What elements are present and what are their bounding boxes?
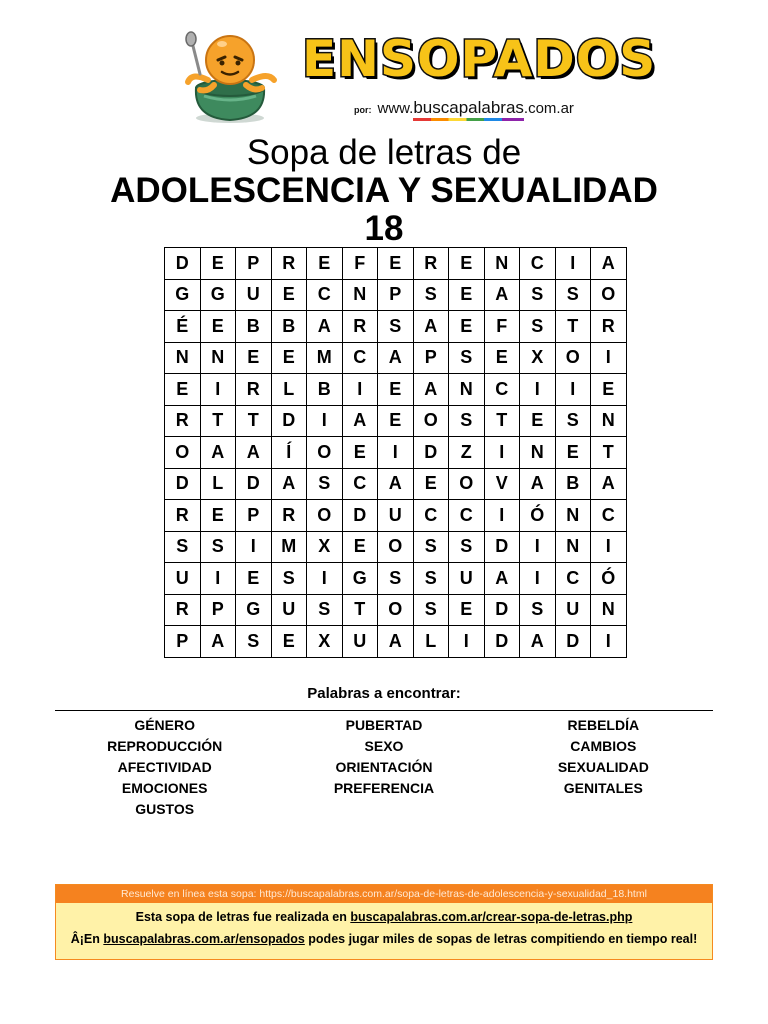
grid-cell[interactable]: R [236,374,272,406]
grid-cell[interactable]: A [200,626,236,658]
grid-cell[interactable]: A [307,311,343,343]
grid-row [165,248,627,280]
grid-cell[interactable]: I [200,374,236,406]
grid-cell[interactable]: I [520,374,556,406]
grid-cell[interactable]: A [520,626,556,658]
grid-cell[interactable]: P [236,500,272,532]
word-item: GENITALES [563,780,643,796]
grid-cell[interactable]: C [413,500,449,532]
grid-cell[interactable]: O [555,342,591,374]
grid-cell[interactable]: E [555,437,591,469]
grid-cell[interactable]: B [307,374,343,406]
footer-box [55,884,713,960]
grid-cell[interactable]: C [555,563,591,595]
grid-cell[interactable]: R [342,311,378,343]
grid-cell[interactable]: S [236,626,272,658]
grid-cell[interactable]: D [165,468,201,500]
grid-cell[interactable]: S [413,279,449,311]
word-item: PUBERTAD [345,717,423,733]
grid-cell[interactable]: C [484,374,520,406]
footer-line-2-suffix: podes jugar miles de sopas de letras compitiendo en tiempo real! [304,932,698,946]
footer-online-link[interactable]: Resuelve en línea esta sopa: https://buscapalabras.com.ar/sopa-de-letras-de-adolescencia-y-sexualidad_18.html [56,885,712,903]
grid-cell[interactable]: L [413,626,449,658]
grid-cell[interactable]: E [484,342,520,374]
page-title [0,134,768,248]
page-header [0,20,768,130]
grid-cell[interactable]: R [165,500,201,532]
grid-cell[interactable]: E [236,563,272,595]
byline-prefix: por: [354,105,372,115]
grid-cell[interactable]: T [236,405,272,437]
grid-cell[interactable]: A [271,468,307,500]
grid-row [165,468,627,500]
grid-cell[interactable]: O [307,437,343,469]
footer-line-1-text: Esta sopa de letras fue realizada en [135,910,351,924]
grid-cell[interactable]: G [200,279,236,311]
grid-cell[interactable]: T [555,311,591,343]
grid-cell[interactable]: R [413,248,449,280]
grid-cell[interactable]: I [520,531,556,563]
grid-cell[interactable]: R [165,594,201,626]
grid-cell[interactable]: U [555,594,591,626]
grid-cell[interactable]: S [449,531,485,563]
grid-cell[interactable]: P [413,342,449,374]
grid-cell[interactable]: I [591,531,627,563]
grid-cell[interactable]: E [165,374,201,406]
grid-cell[interactable]: T [484,405,520,437]
word-item: EMOCIONES [121,780,208,796]
grid-cell[interactable]: E [271,342,307,374]
grid-cell[interactable]: S [449,342,485,374]
grid-row [165,594,627,626]
grid-cell[interactable]: A [413,311,449,343]
grid-cell[interactable]: E [271,626,307,658]
grid-row [165,279,627,311]
grid-cell[interactable]: X [520,342,556,374]
create-puzzle-link[interactable]: buscapalabras.com.ar/crear-sopa-de-letras.php [350,910,633,924]
word-item: REPRODUCCIÓN [107,738,223,754]
grid-cell[interactable]: E [591,374,627,406]
grid-cell[interactable]: N [555,500,591,532]
grid-cell[interactable]: A [378,626,414,658]
grid-cell[interactable]: E [342,437,378,469]
grid-cell[interactable]: S [555,279,591,311]
grid-cell[interactable]: E [449,311,485,343]
grid-cell[interactable]: C [520,248,556,280]
grid-cell[interactable]: E [449,594,485,626]
grid-cell[interactable]: Ó [591,563,627,595]
grid-cell[interactable]: D [165,248,201,280]
grid-cell[interactable]: E [520,405,556,437]
grid-cell[interactable]: S [413,594,449,626]
grid-cell[interactable]: N [165,342,201,374]
grid-cell[interactable]: Z [449,437,485,469]
grid-cell[interactable]: E [200,248,236,280]
grid-cell[interactable]: O [449,468,485,500]
word-item: PREFERENCIA [333,780,435,796]
words-heading: Palabras a encontrar: [307,685,461,702]
grid-row [165,437,627,469]
grid-cell[interactable]: E [413,468,449,500]
grid-cell[interactable]: A [378,342,414,374]
grid-cell[interactable]: S [413,563,449,595]
grid-cell[interactable]: E [307,248,343,280]
grid-cell[interactable]: I [484,437,520,469]
grid-cell[interactable]: X [307,531,343,563]
grid-cell[interactable]: G [236,594,272,626]
word-search-grid [164,247,627,658]
grid-cell[interactable]: R [271,500,307,532]
grid-cell[interactable]: B [555,468,591,500]
grid-cell[interactable]: I [555,374,591,406]
footer-line-1 [56,906,712,928]
grid-row [165,531,627,563]
ensopados-link[interactable]: buscapalabras.com.ar/ensopados [103,932,305,946]
grid-cell[interactable]: E [236,342,272,374]
grid-cell[interactable]: S [378,311,414,343]
grid-cell[interactable]: I [307,563,343,595]
grid-cell[interactable]: O [307,500,343,532]
grid-cell[interactable]: P [165,626,201,658]
grid-row [165,626,627,658]
grid-cell[interactable]: D [236,468,272,500]
grid-cell[interactable]: N [200,342,236,374]
grid-cell[interactable]: R [591,311,627,343]
grid-cell[interactable]: S [520,594,556,626]
grid-cell[interactable]: O [378,594,414,626]
grid-cell[interactable]: C [342,342,378,374]
grid-row [165,405,627,437]
grid-cell[interactable]: A [342,405,378,437]
grid-cell[interactable]: Ó [520,500,556,532]
word-item: CAMBIOS [570,738,637,754]
grid-cell[interactable]: A [413,374,449,406]
grid-cell[interactable]: O [165,437,201,469]
grid-cell[interactable]: I [307,405,343,437]
grid-cell[interactable]: I [591,342,627,374]
grid-cell[interactable]: G [342,563,378,595]
grid-cell[interactable]: I [449,626,485,658]
grid-cell[interactable]: N [520,437,556,469]
grid-cell[interactable]: D [484,531,520,563]
grid-cell[interactable]: O [378,531,414,563]
grid-cell[interactable]: U [342,626,378,658]
site-byline [354,98,574,118]
grid-cell[interactable]: N [591,405,627,437]
grid-cell[interactable]: E [271,279,307,311]
grid-cell[interactable]: L [200,468,236,500]
site-brand: buscapalabras [413,98,524,117]
grid-cell[interactable]: S [307,468,343,500]
grid-cell[interactable]: S [449,405,485,437]
site-logo: ENSOPADOS [302,30,657,88]
grid-cell[interactable]: O [591,279,627,311]
grid-cell[interactable]: S [271,563,307,595]
grid-cell[interactable]: É [165,311,201,343]
grid-cell[interactable]: D [484,626,520,658]
grid-cell[interactable]: R [271,248,307,280]
grid-cell[interactable]: P [236,248,272,280]
grid-cell[interactable]: T [342,594,378,626]
grid-row [165,500,627,532]
word-column-1 [55,715,274,820]
grid-cell[interactable]: N [555,531,591,563]
grid-cell[interactable]: Í [271,437,307,469]
grid-cell[interactable]: E [449,248,485,280]
grid-cell[interactable]: B [271,311,307,343]
grid-row [165,374,627,406]
grid-cell[interactable]: E [378,405,414,437]
grid-cell[interactable]: M [271,531,307,563]
grid-cell[interactable]: S [307,594,343,626]
site-link[interactable] [378,98,574,118]
grid-cell[interactable]: A [484,279,520,311]
word-item: ORIENTACIÓN [335,759,433,775]
grid-cell[interactable]: C [342,468,378,500]
grid-cell[interactable]: N [449,374,485,406]
grid-cell[interactable]: S [378,563,414,595]
word-item: REBELDÍA [567,717,640,733]
grid-cell[interactable]: S [413,531,449,563]
grid-cell[interactable]: I [520,563,556,595]
grid-cell[interactable]: U [449,563,485,595]
grid-cell[interactable]: T [591,437,627,469]
grid-cell[interactable]: E [378,248,414,280]
grid-cell[interactable]: E [342,531,378,563]
grid-cell[interactable]: O [413,405,449,437]
grid-cell[interactable]: X [307,626,343,658]
grid-cell[interactable]: U [378,500,414,532]
grid-cell[interactable]: I [378,437,414,469]
grid-cell[interactable]: M [307,342,343,374]
word-column-2 [274,715,493,820]
grid-cell[interactable]: I [342,374,378,406]
grid-cell[interactable]: C [449,500,485,532]
grid-cell[interactable]: I [555,248,591,280]
grid-cell[interactable]: U [271,594,307,626]
grid-cell[interactable]: B [236,311,272,343]
grid-cell[interactable]: S [165,531,201,563]
grid-cell[interactable]: R [165,405,201,437]
grid-cell[interactable]: L [271,374,307,406]
divider [55,710,713,711]
grid-cell[interactable]: A [200,437,236,469]
grid-cell[interactable]: I [236,531,272,563]
rainbow-underline [413,118,524,121]
grid-cell[interactable]: A [236,437,272,469]
footer-line-2-prefix: Â¡En [70,932,104,946]
grid-cell[interactable]: D [271,405,307,437]
grid-cell[interactable]: D [484,594,520,626]
title-line-3: 18 [364,209,404,248]
grid-cell[interactable]: T [200,405,236,437]
grid-cell[interactable]: E [200,311,236,343]
grid-cell[interactable]: A [378,468,414,500]
grid-cell[interactable]: D [413,437,449,469]
grid-cell[interactable]: P [378,279,414,311]
grid-cell[interactable]: N [342,279,378,311]
grid-cell[interactable]: V [484,468,520,500]
grid-cell[interactable]: A [520,468,556,500]
grid-cell[interactable]: S [520,279,556,311]
word-list [55,715,713,820]
grid-cell[interactable]: A [591,468,627,500]
grid-cell[interactable]: P [200,594,236,626]
footer-line-2 [56,928,712,950]
grid-cell[interactable]: D [555,626,591,658]
grid-cell[interactable]: E [449,279,485,311]
grid-cell[interactable]: I [200,563,236,595]
grid-row [165,563,627,595]
grid-row [165,342,627,374]
grid-cell[interactable]: A [484,563,520,595]
title-line-1: Sopa de letras de [246,133,522,172]
grid-cell[interactable]: N [484,248,520,280]
word-item: GÉNERO [134,717,195,733]
octopus-mascot-icon [178,30,282,126]
grid-cell[interactable]: G [165,279,201,311]
grid-cell[interactable]: S [200,531,236,563]
grid-cell[interactable]: F [342,248,378,280]
grid-cell[interactable]: U [236,279,272,311]
grid-cell[interactable]: F [484,311,520,343]
word-item: SEXO [364,738,404,754]
grid-cell[interactable]: I [484,500,520,532]
grid-row [165,311,627,343]
word-item: GUSTOS [135,801,195,817]
site-www: www. [377,100,414,117]
grid-cell[interactable]: I [591,626,627,658]
grid-cell[interactable]: A [591,248,627,280]
grid-cell[interactable]: S [555,405,591,437]
grid-cell[interactable]: D [342,500,378,532]
grid-cell[interactable]: N [591,594,627,626]
site-tld: .com.ar [523,100,574,117]
grid-cell[interactable]: U [165,563,201,595]
word-item: SEXUALIDAD [557,759,649,775]
grid-cell[interactable]: S [520,311,556,343]
title-line-2: ADOLESCENCIA Y SEXUALIDAD [110,171,658,210]
grid-cell[interactable]: C [307,279,343,311]
word-column-3 [494,715,713,820]
grid-cell[interactable]: C [591,500,627,532]
word-item: AFECTIVIDAD [117,759,212,775]
grid-cell[interactable]: E [200,500,236,532]
grid-cell[interactable]: E [378,374,414,406]
